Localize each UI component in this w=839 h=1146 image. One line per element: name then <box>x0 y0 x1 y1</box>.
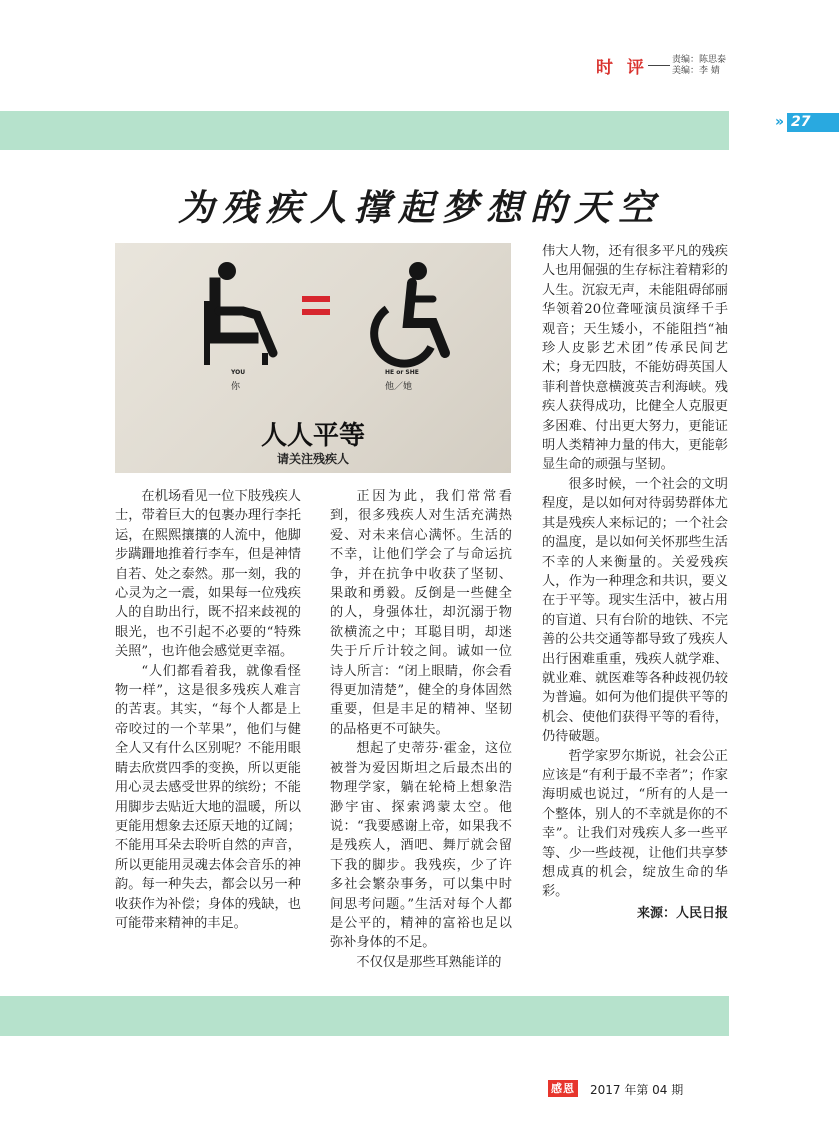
paragraph: 不仅仅是那些耳熟能详的 <box>356 954 502 970</box>
paragraph-continued: 伟大人物，还有很多平凡的残疾人也用倔强的生存标注着精彩的人生。沉寂无声，未能阻碍邰丽华领着20位聋哑演员演绎千手观音；天生矮小，不能阻挡“袖珍人皮影艺术团”传承民间艺术；身无四肢，不能妨碍英国人菲利普快意横渡英吉利海峡。残疾人获得成功，比健全人克服更多困难、付出更大努力，更能证明人类精神力量的伟大，更能彰显生命的顽强与坚韧。 <box>542 244 728 473</box>
editor-line: 责编：陈思泰 <box>672 55 727 65</box>
bottom-green-band <box>0 996 729 1036</box>
article-column-1 <box>115 487 301 933</box>
equals-icon <box>302 296 330 315</box>
poster-you-en: YOU <box>231 369 246 376</box>
sitting-person-icon <box>207 262 273 365</box>
paragraph: 在机场看见一位下肢残疾人士，带着巨大的包裹办理行李托运，在熙熙攘攘的人流中，他脚步蹒跚地推着行李车，但是神情自若、处之泰然。那一刻，我的心灵为之一震，如果每一位残疾人的自助出行，既不招来歧视的眼光，也不引起不必要的“特殊关照”，也许他会感觉更幸福。 <box>115 489 301 660</box>
page-number-tab <box>773 113 839 132</box>
poster-slogan: 人人平等 <box>260 421 365 451</box>
paragraph: 想起了史蒂芬·霍金，这位被誉为爱因斯坦之后最杰出的物理学家，躺在轮椅上想象浩渺宇宙、探索鸿蒙太空。他说：“我要感谢上帝，如果我不是残疾人，酒吧、舞厅就会留下我的脚步。我残疾，少了许多社会繁杂事务，可以集中时间思考问题。”生活对每个人都是公平的，精神的富裕也足以弥补身体的不足。 <box>330 741 512 951</box>
top-green-band <box>0 111 729 150</box>
article-title: 为残疾人撑起梦想的天空 <box>177 187 662 229</box>
issue-label: 2017 年第 04 期 <box>590 1083 684 1097</box>
magazine-logo: 感恩 <box>548 1080 578 1097</box>
paragraph: 很多时候，一个社会的文明程度，是以如何对待弱势群体尤其是残疾人来标记的；一个社会的温度，是以如何关怀那些生活不幸的人来衡量的。关爱残疾人，作为一种理念和共识，要义在于平等。现实生活中，被占用的盲道、只有台阶的地铁、不完善的公共交通等都导致了残疾人出行困难重重，残疾人就学难、就业难、就医难等各种歧视仍较为普遍。如何为他们提供平等的机会、使他们获得平等的看待，仍待破题。 <box>542 476 728 745</box>
article-source: 来源：人民日报 <box>636 905 728 921</box>
equality-poster-image <box>115 243 511 473</box>
poster-he-en: HE or SHE <box>385 369 419 376</box>
editor-credits <box>672 55 726 77</box>
section-tag: 时 评 <box>596 58 648 78</box>
article-column-2 <box>330 487 512 972</box>
poster-he-zh: 他／她 <box>385 382 413 392</box>
wheelchair-icon <box>374 262 445 364</box>
poster-you-zh: 你 <box>231 382 241 392</box>
paragraph: “人们都看着我，就像看怪物一样”，这是很多残疾人难言的苦衷。其实，“每个人都是上帝咬过的一个苹果”，他们与健全人又有什么区别呢？不能用眼睛去欣赏四季的变换，所以更能用心灵去感受世界的缤纷；不能用脚步去贴近大地的温暖，所以更能用想象去还原天地的辽阔；不能用耳朵去聆听自然的声音，所以更能用灵魂去体会音乐的神韵。每一种失去，都会以另一种收获作为补偿；身体的残缺，也可能带来精神的丰足。 <box>115 663 301 931</box>
paragraph: 哲学家罗尔斯说，社会公正应该是“有利于最不幸者”；作家海明威也说过，“所有的人是一个整体，别人的不幸就是你的不幸”。让我们对残疾人多一些平等、少一些歧视，让他们共享梦想成真的机会，绽放生命的华彩。 <box>542 748 728 900</box>
article-column-3 <box>542 242 728 923</box>
poster-subtitle: 请关注残疾人 <box>276 452 349 466</box>
header-divider <box>648 65 670 66</box>
paragraph: 正因为此，我们常常看到，很多残疾人对生活充满热爱、对未来信心满怀。生活的不幸，让他们学会了与命运抗争，并在抗争中收获了坚韧、果敢和勇毅。反倒是一些健全的人，身强体壮，却沉溺于物欲横流之中；耳聪目明，却迷失于斤斤计较之间。诚如一位诗人所言：“闭上眼睛，你会看得更加清楚”，健全的身体固然重要，但是丰足的精神、坚韧的品格更不可缺失。 <box>330 489 512 737</box>
designer-line: 美编：李 婧 <box>672 66 720 76</box>
page-number: 27 <box>787 113 839 132</box>
double-chevron-icon: » <box>775 114 785 130</box>
